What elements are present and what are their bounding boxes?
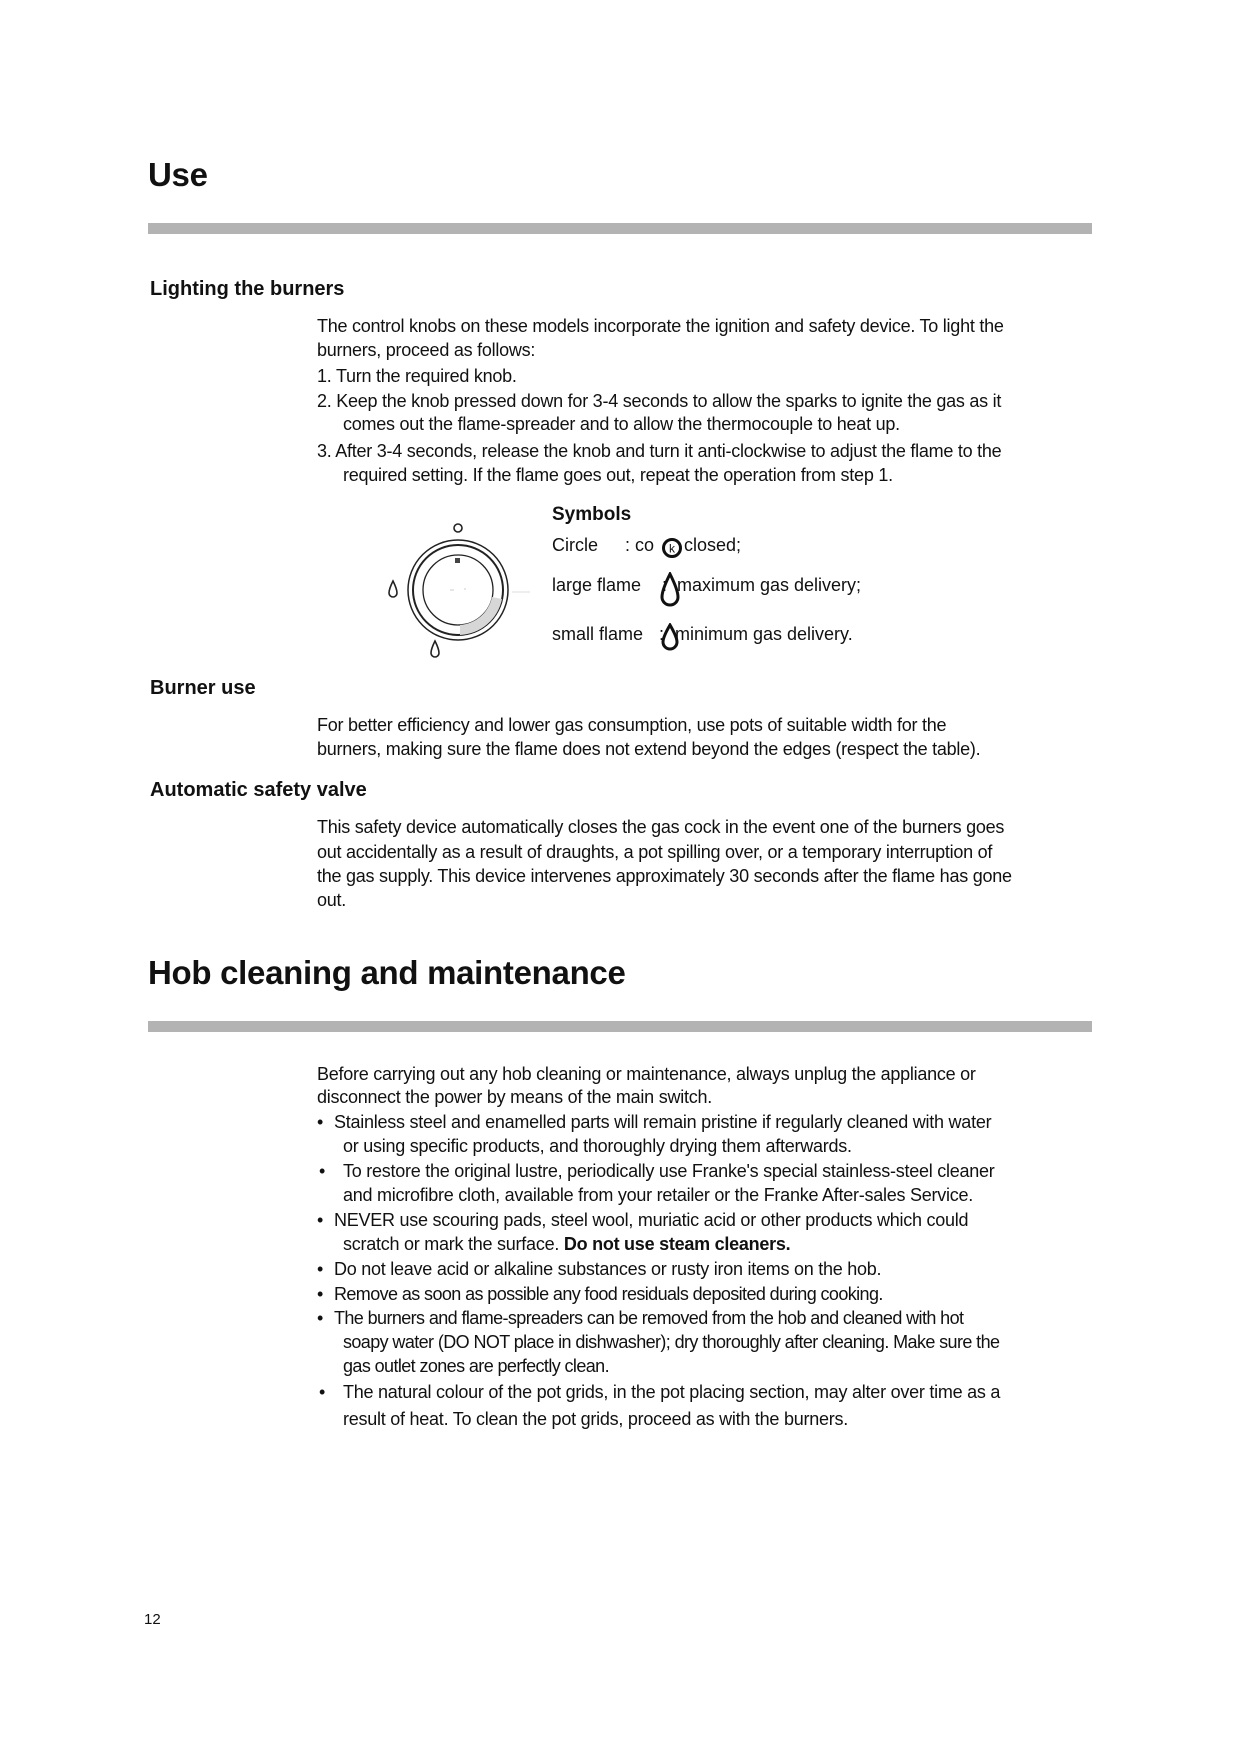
text-line: burners, making sure the flame does not extend beyond the edges (respect the table). xyxy=(317,739,981,759)
step-1: 1. Turn the required knob. xyxy=(317,366,517,386)
bullet-glyph: • xyxy=(317,1308,324,1328)
text-line: out. xyxy=(317,890,347,910)
list-item: To restore the original lustre, periodically use Franke's special stainless-steel cleaner xyxy=(343,1161,995,1181)
list-item: The natural colour of the pot grids, in the pot placing section, may alter over time as a xyxy=(343,1382,1001,1402)
symbol-label-small-flame: small flame xyxy=(552,624,644,644)
text-line: disconnect the power by means of the main switch. xyxy=(317,1087,712,1107)
symbol-separator: : xyxy=(659,624,665,644)
list-item-cont xyxy=(343,1234,790,1255)
text-line: For better efficiency and lower gas consumption, use pots of suitable width for the xyxy=(317,715,947,735)
symbol-desc-large-flame: maximum gas delivery; xyxy=(677,575,862,595)
step-2: 2. Keep the knob pressed down for 3-4 seconds to allow the sparks to ignite the gas as it xyxy=(317,391,1002,411)
subheading-burner-use: Burner use xyxy=(150,677,256,699)
symbol-label-large-flame: large flame xyxy=(552,575,642,595)
large-flame-position-icon xyxy=(389,581,397,597)
bullet-glyph: • xyxy=(317,1259,324,1279)
text-line: This safety device automatically closes the gas cock in the event one of the burners goes xyxy=(317,817,1005,837)
list-item-cont: and microfibre cloth, available from your retailer or the Franke After-sales Service. xyxy=(343,1185,974,1205)
list-item: The burners and flame-spreaders can be removed from the hob and cleaned with hot xyxy=(334,1308,964,1328)
list-item: NEVER use scouring pads, steel wool, muriatic acid or other products which could xyxy=(334,1210,969,1230)
section-rule-bar xyxy=(148,1021,1092,1032)
bullet-glyph: • xyxy=(317,1284,324,1304)
bullet-glyph: • xyxy=(319,1382,326,1402)
step-3: 3. After 3-4 seconds, release the knob and turn it anti-clockwise to adjust the flame to the xyxy=(317,441,1002,461)
bullet-glyph: • xyxy=(319,1161,326,1181)
svg-text:k: k xyxy=(669,541,675,556)
list-item-cont: result of heat. To clean the pot grids, proceed as with the burners. xyxy=(343,1409,848,1429)
small-flame-position-icon xyxy=(431,641,439,657)
symbol-label-circle: Circle xyxy=(552,535,599,555)
text-line: the gas supply. This device intervenes approximately 30 seconds after the flame has gone xyxy=(317,866,1012,886)
closed-position-icon xyxy=(454,524,462,532)
section-title-use: Use xyxy=(148,156,208,193)
bullet-glyph: • xyxy=(317,1112,324,1132)
list-item-cont: or using specific products, and thoroughly drying them afterwards. xyxy=(343,1136,852,1156)
list-item-text: scratch or mark the surface. xyxy=(343,1234,564,1254)
step-3-cont: required setting. If the flame goes out, repeat the operation from step 1. xyxy=(343,465,893,485)
list-item-cont: soapy water (DO NOT place in dishwasher); dry thoroughly after cleaning. Make sure the xyxy=(343,1332,1000,1352)
section-rule-bar xyxy=(148,223,1092,234)
warning-bold-text: Do not use steam cleaners. xyxy=(563,1234,791,1254)
list-item-cont: gas outlet zones are perfectly clean. xyxy=(343,1356,609,1376)
list-item: Do not leave acid or alkaline substances or rusty iron items on the hob. xyxy=(334,1259,882,1279)
symbol-separator: : co xyxy=(625,535,655,555)
section-title-cleaning: Hob cleaning and maintenance xyxy=(148,954,626,991)
symbols-heading: Symbols xyxy=(552,504,632,525)
step-2-cont: comes out the flame-spreader and to allow the thermocouple to heat up. xyxy=(343,414,900,434)
bullet-glyph: • xyxy=(317,1210,324,1230)
symbol-desc-small-flame: minimum gas delivery. xyxy=(675,624,853,644)
subheading-lighting: Lighting the burners xyxy=(150,278,345,300)
symbol-desc-circle: closed; xyxy=(684,535,742,555)
text-line: The control knobs on these models incorporate the ignition and safety device. To light the xyxy=(317,316,1004,336)
subheading-safety-valve: Automatic safety valve xyxy=(150,779,367,801)
list-item: Stainless steel and enamelled parts will remain pristine if regularly cleaned with water xyxy=(334,1112,992,1132)
list-item: Remove as soon as possible any food residuals deposited during cooking. xyxy=(334,1284,883,1304)
page-number: 12 xyxy=(144,1611,161,1628)
text-line: Before carrying out any hob cleaning or maintenance, always unplug the appliance or xyxy=(317,1064,976,1084)
knob-diagram xyxy=(380,515,540,665)
closed-circle-icon xyxy=(661,537,683,559)
text-line: burners, proceed as follows: xyxy=(317,340,536,360)
symbol-separator: : xyxy=(662,575,668,595)
text-line: out accidentally as a result of draughts, a pot spilling over, or a temporary interruption of xyxy=(317,842,993,862)
